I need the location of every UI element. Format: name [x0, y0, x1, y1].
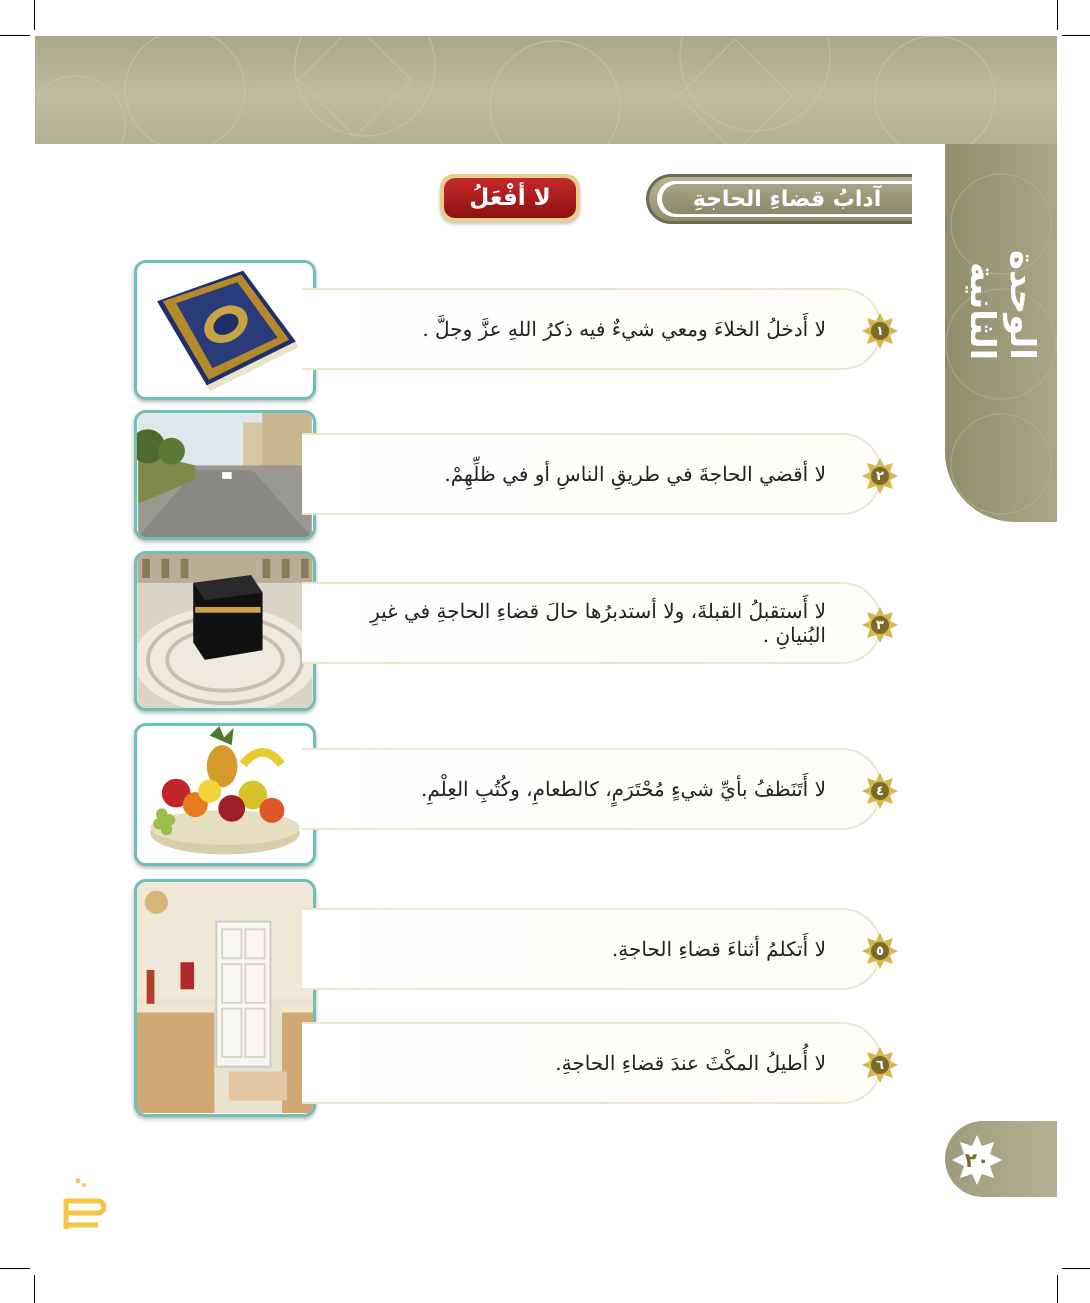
item-text: لا أَتكلمُ أثناءَ قضاءِ الحاجةِ.: [611, 937, 826, 961]
crop-mark: [1062, 1268, 1090, 1269]
list-item: [302, 288, 882, 370]
lesson-title: آدابُ قضاءِ الحاجةِ: [692, 186, 882, 212]
list-item: [302, 433, 882, 515]
item-number: ٥: [876, 943, 884, 959]
dont-do-pill: [440, 174, 580, 222]
item-text: لا أَستقبلُ القبلةَ، ولا أستدبرُها حالَ قضاءِ الحاجةِ في غيرِ البُنيانِ .: [370, 599, 826, 647]
crop-mark: [1057, 0, 1058, 30]
list-item: [302, 748, 882, 830]
list-item: [302, 1022, 882, 1104]
item-number: ٣: [876, 617, 884, 633]
crop-mark: [1062, 35, 1090, 36]
crop-mark: [0, 1268, 30, 1269]
item-number: ٦: [876, 1057, 884, 1073]
street-image: [134, 410, 316, 540]
header-band: [35, 36, 1057, 144]
quran-book-image: [134, 260, 316, 400]
bathroom-image: [134, 879, 316, 1117]
lesson-title-ribbon: [646, 174, 912, 224]
list-item: [302, 582, 882, 664]
dont-do-label: لا أفْعَلُ: [469, 185, 551, 211]
crop-mark: [0, 35, 30, 36]
crop-mark: [1057, 1275, 1058, 1303]
ribbon-face: [662, 184, 912, 214]
item-number: ٢: [876, 468, 884, 484]
item-number: ١: [876, 323, 884, 339]
kaaba-image: [134, 551, 316, 711]
ribbon-inner: [657, 181, 912, 217]
item-text: لا أُطيلُ المكْثَ عندَ قضاءِ الحاجةِ.: [555, 1051, 826, 1075]
dont-do-pill-inner: [444, 178, 576, 218]
crop-mark: [34, 0, 35, 30]
publisher-logo-icon: [60, 1175, 106, 1235]
unit-title: الوحدة الثانية: [962, 250, 1042, 360]
item-text: لا أَدخلُ الخلاءَ ومعي شيءٌ فيه ذكرُ اللهِ عزَّ وجلَّ .: [422, 317, 826, 341]
item-text: لا أَتَنَظفُ بأيِّ شيءٍ مُحْتَرَمٍ، كالطعامِ، وكُتُبِ العِلْمِ.: [421, 777, 826, 801]
fruit-basket-image: [134, 723, 316, 866]
item-text: لا أقضي الحاجةَ في طريقِ الناسِ أو في ظلِّهِمْ.: [444, 462, 826, 486]
list-item: [302, 908, 882, 990]
item-number: ٤: [876, 783, 884, 799]
crop-mark: [34, 1275, 35, 1303]
page-number: ٢٠: [964, 1148, 990, 1172]
